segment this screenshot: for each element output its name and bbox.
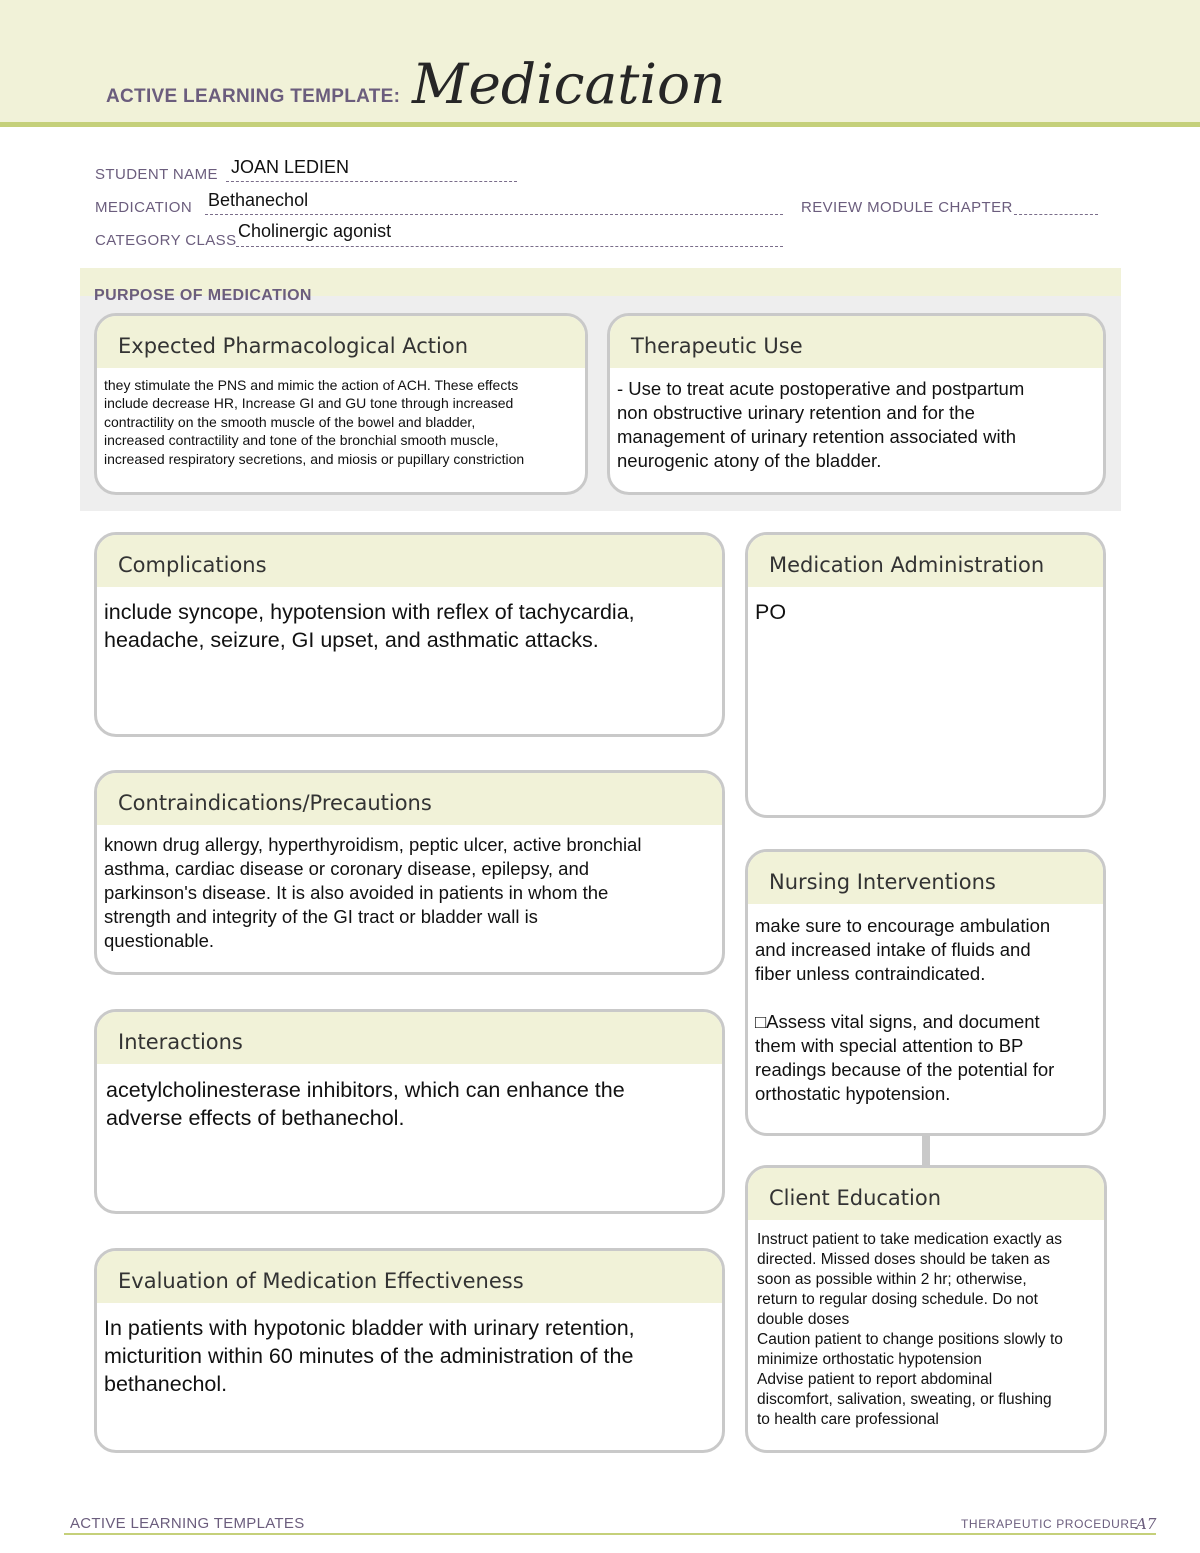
medication-line: [205, 214, 783, 215]
text-line: them with special attention to BP: [755, 1035, 1024, 1056]
therapeutic-use-heading: Therapeutic Use: [610, 316, 1103, 368]
medication-label: MEDICATION: [95, 199, 193, 216]
expected-action-text[interactable]: [97, 368, 585, 468]
text-line: Advise patient to report abdominal: [757, 1371, 993, 1388]
client-education-text[interactable]: [748, 1220, 1104, 1430]
text-line: □Assess vital signs, and document: [755, 1011, 1040, 1032]
text-line: fiber unless contraindicated.: [755, 963, 986, 984]
evaluation-heading: Evaluation of Medication Effectiveness: [97, 1251, 722, 1303]
text-line: micturition within 60 minutes of the administration of the: [104, 1344, 634, 1368]
text-line: bethanechol.: [104, 1372, 228, 1396]
text-line: minimize orthostatic hypotension: [757, 1351, 982, 1368]
contraindications-heading: Contraindications/Precautions: [97, 773, 722, 825]
text-line: they stimulate the PNS and mimic the action of ACH. These effects: [104, 377, 519, 393]
footer-rule: [64, 1533, 1156, 1535]
nursing-interventions-heading: Nursing Interventions: [748, 852, 1103, 904]
complications-heading: Complications: [97, 535, 722, 587]
text-line: and increased intake of fluids and: [755, 939, 1031, 960]
interactions-text[interactable]: [97, 1064, 722, 1132]
text-line: increased contractility and tone of the bronchial smooth muscle,: [104, 432, 499, 449]
purpose-title: PURPOSE OF MEDICATION: [94, 287, 312, 304]
page-number: A7: [1136, 1515, 1157, 1533]
paragraph-gap: [755, 986, 1093, 1010]
footer-right-label: THERAPEUTIC PROCEDURE: [961, 1517, 1139, 1531]
interactions-card: [94, 1009, 725, 1214]
student-name-line: [226, 181, 517, 182]
contraindications-text[interactable]: [97, 825, 722, 953]
expected-action-heading: Expected Pharmacological Action: [97, 316, 585, 368]
medication-value[interactable]: Bethanechol: [208, 190, 309, 210]
text-line: questionable.: [104, 930, 215, 951]
therapeutic-use-text[interactable]: [610, 368, 1103, 473]
text-line: non obstructive urinary retention and for the: [617, 402, 975, 423]
text-line: PO: [755, 600, 787, 624]
text-line: asthma, cardiac disease or coronary disease, epilepsy, and: [104, 858, 590, 879]
text-line: In patients with hypotonic bladder with urinary retention,: [104, 1316, 635, 1340]
text-line: include decrease HR, Increase GI and GU tone through increased: [104, 395, 514, 412]
text-line: management of urinary retention associated with: [617, 426, 1016, 447]
nursing-interventions-text[interactable]: [748, 904, 1103, 1106]
category-class-label: CATEGORY CLASS: [95, 232, 237, 249]
text-line: neurogenic atony of the bladder.: [617, 450, 882, 471]
text-line: adverse effects of bethanechol.: [106, 1106, 405, 1130]
text-line: - Use to treat acute postoperative and postpartum: [617, 378, 1025, 399]
text-line: known drug allergy, hyperthyroidism, peptic ulcer, active bronchial: [104, 834, 642, 855]
page-title: Medication: [412, 52, 726, 116]
text-line: contractility on the smooth muscle of the bowel and bladder,: [104, 413, 476, 430]
text-line: discomfort, salivation, sweating, or flushing: [757, 1391, 1052, 1408]
expected-action-card: [94, 313, 588, 495]
template-label: ACTIVE LEARNING TEMPLATE:: [106, 86, 401, 107]
student-name-label: STUDENT NAME: [95, 166, 218, 183]
complications-card: [94, 532, 725, 737]
card-connector: [922, 1134, 930, 1166]
header-rule: [0, 122, 1200, 127]
text-line: include syncope, hypotension with reflex of tachycardia,: [104, 600, 635, 624]
text-line: Caution patient to change positions slowly to: [757, 1331, 1063, 1348]
text-line: parkinson's disease. It is also avoided in patients in whom the: [104, 882, 609, 903]
administration-card: [745, 532, 1106, 818]
administration-text[interactable]: [748, 587, 1103, 626]
text-line: make sure to encourage ambulation: [755, 915, 1051, 936]
text-line: return to regular dosing schedule. Do not: [757, 1291, 1038, 1308]
therapeutic-use-card: [607, 313, 1106, 495]
text-line: directed. Missed doses should be taken as: [757, 1251, 1050, 1268]
category-class-line: [236, 246, 783, 247]
interactions-heading: Interactions: [97, 1012, 722, 1064]
text-line: headache, seizure, GI upset, and asthmatic attacks.: [104, 628, 599, 652]
student-name-value[interactable]: JOAN LEDIEN: [231, 157, 350, 177]
nursing-interventions-card: [745, 849, 1106, 1136]
text-line: double doses: [757, 1311, 850, 1328]
text-line: increased respiratory secretions, and miosis or pupillary constriction: [104, 450, 525, 467]
evaluation-text[interactable]: [97, 1303, 722, 1398]
footer-left-label: ACTIVE LEARNING TEMPLATES: [70, 1515, 305, 1532]
text-line: soon as possible within 2 hr; otherwise,: [757, 1271, 1027, 1288]
client-education-heading: Client Education: [748, 1168, 1104, 1220]
administration-heading: Medication Administration: [748, 535, 1103, 587]
text-line: to health care professional: [757, 1411, 939, 1428]
text-line: orthostatic hypotension.: [755, 1083, 951, 1104]
text-line: strength and integrity of the GI tract or bladder wall is: [104, 906, 538, 927]
text-line: Instruct patient to take medication exactly as: [757, 1231, 1062, 1248]
evaluation-card: [94, 1248, 725, 1453]
review-module-line: [1014, 214, 1098, 215]
contraindications-card: [94, 770, 725, 975]
review-module-label: REVIEW MODULE CHAPTER: [801, 199, 1013, 216]
client-education-card: [745, 1165, 1107, 1453]
text-line: acetylcholinesterase inhibitors, which can enhance the: [106, 1078, 625, 1102]
category-class-value[interactable]: Cholinergic agonist: [238, 221, 392, 241]
complications-text[interactable]: [97, 587, 722, 654]
text-line: readings because of the potential for: [755, 1059, 1055, 1080]
